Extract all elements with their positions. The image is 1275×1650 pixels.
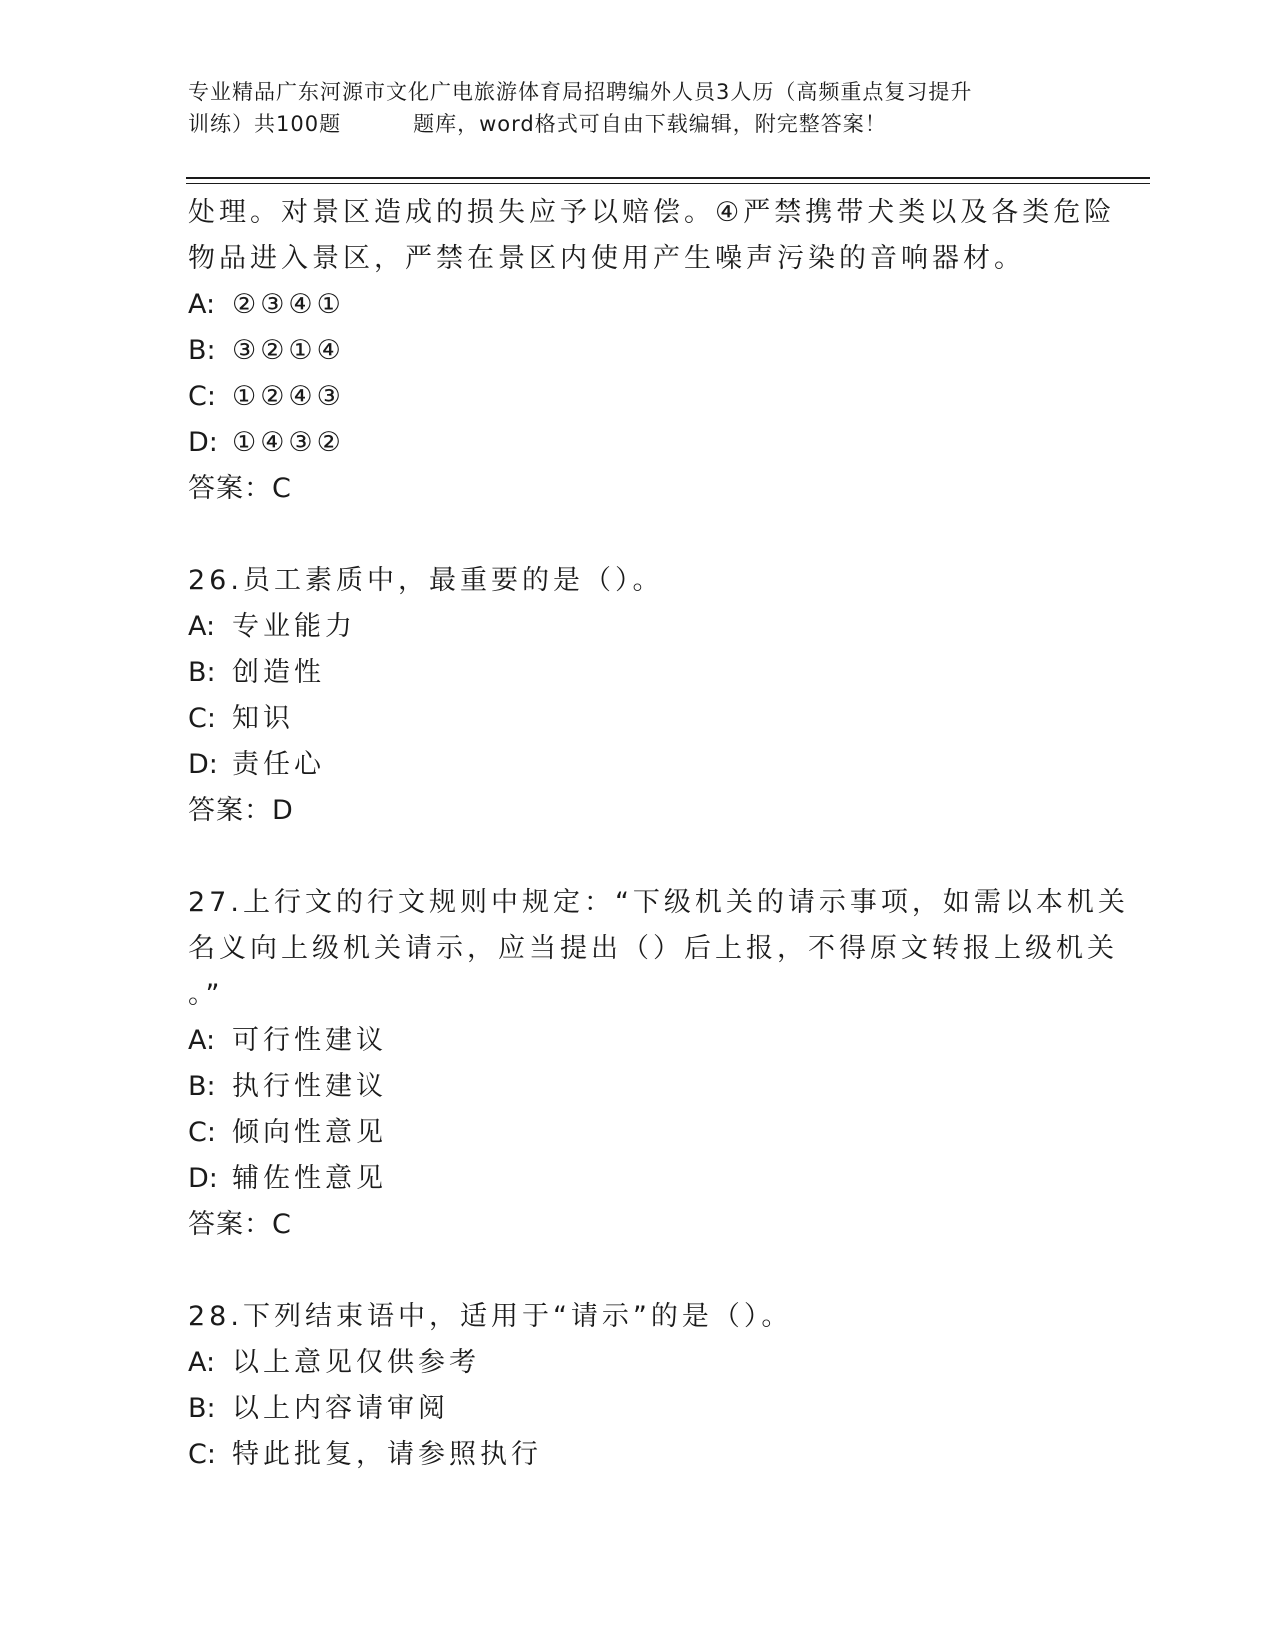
option-text: 以上意见仅供参考 [232, 1347, 480, 1378]
option-c [188, 1432, 1088, 1478]
option-a [188, 282, 1088, 328]
question-block-26 [188, 558, 1088, 834]
header-line-2-left: 训练）共100题 [188, 112, 342, 136]
option-label: B: [188, 657, 216, 688]
option-a [188, 604, 1088, 650]
question-text-line: 物品进入景区，严禁在景区内使用产生噪声污染的音响器材。 [188, 243, 1025, 274]
document-header [188, 76, 1088, 140]
question-list [188, 190, 1129, 1478]
option-b [188, 328, 1088, 374]
option-d [188, 420, 1088, 466]
option-text: 辅佐性意见 [232, 1163, 387, 1194]
question-text-line: 26.员工素质中，最重要的是（）。 [188, 565, 664, 596]
option-label: B: [188, 1071, 216, 1102]
header-divider-thin [186, 183, 1150, 184]
option-text: 创造性 [232, 657, 325, 688]
option-d [188, 742, 1088, 788]
question-text-line: 。” [188, 979, 224, 1010]
question-block-28 [188, 1294, 1088, 1478]
option-label: D: [188, 1163, 218, 1194]
option-text: ①④③② [232, 427, 345, 458]
question-text-line: 处理。对景区造成的损失应予以赔偿。④严禁携带犬类以及各类危险 [188, 197, 1116, 228]
question-block-27 [188, 880, 1129, 1248]
option-a [188, 1340, 1088, 1386]
option-text: 特此批复，请参照执行 [232, 1439, 542, 1470]
option-label: A: [188, 1025, 216, 1056]
option-label: A: [188, 611, 216, 642]
option-text: 可行性建议 [232, 1025, 387, 1056]
option-label: B: [188, 1393, 216, 1424]
option-text: ③②①④ [232, 335, 345, 366]
header-line-2-right: 题库，word格式可自由下载编辑，附完整答案！ [413, 112, 887, 136]
option-b [188, 650, 1088, 696]
option-label: D: [188, 427, 218, 458]
question-text-line: 28.下列结束语中，适用于“请示”的是（）。 [188, 1301, 793, 1332]
option-label: C: [188, 1117, 216, 1148]
header-line-2 [188, 108, 1088, 140]
option-text: ①②④③ [232, 381, 345, 412]
option-label: A: [188, 1347, 216, 1378]
option-label: A: [188, 289, 216, 320]
option-b [188, 1064, 1088, 1110]
option-label: C: [188, 1439, 216, 1470]
answer-line: 答案：D [188, 795, 294, 826]
option-b [188, 1386, 1088, 1432]
answer-line: 答案：C [188, 1209, 292, 1240]
option-c [188, 1110, 1088, 1156]
option-text: 倾向性意见 [232, 1117, 387, 1148]
option-c [188, 696, 1088, 742]
option-a [188, 1018, 1088, 1064]
option-text: ②③④① [232, 289, 345, 320]
option-text: 执行性建议 [232, 1071, 387, 1102]
option-text: 以上内容请审阅 [232, 1393, 449, 1424]
option-c [188, 374, 1088, 420]
header-divider-thick [186, 177, 1150, 179]
option-text: 知识 [232, 703, 294, 734]
option-label: D: [188, 749, 218, 780]
option-text: 责任心 [232, 749, 325, 780]
question-text-line: 名义向上级机关请示，应当提出（）后上报，不得原文转报上级机关 [188, 933, 1118, 964]
option-d [188, 1156, 1088, 1202]
option-text: 专业能力 [232, 611, 356, 642]
option-label: C: [188, 703, 216, 734]
option-label: B: [188, 335, 216, 366]
option-label: C: [188, 381, 216, 412]
question-text-line: 27.上行文的行文规则中规定：“下级机关的请示事项，如需以本机关 [188, 887, 1129, 918]
answer-line: 答案：C [188, 473, 292, 504]
question-block-continued [188, 190, 1116, 512]
header-line-1: 专业精品广东河源市文化广电旅游体育局招聘编外人员3人历（高频重点复习提升 [188, 80, 973, 104]
